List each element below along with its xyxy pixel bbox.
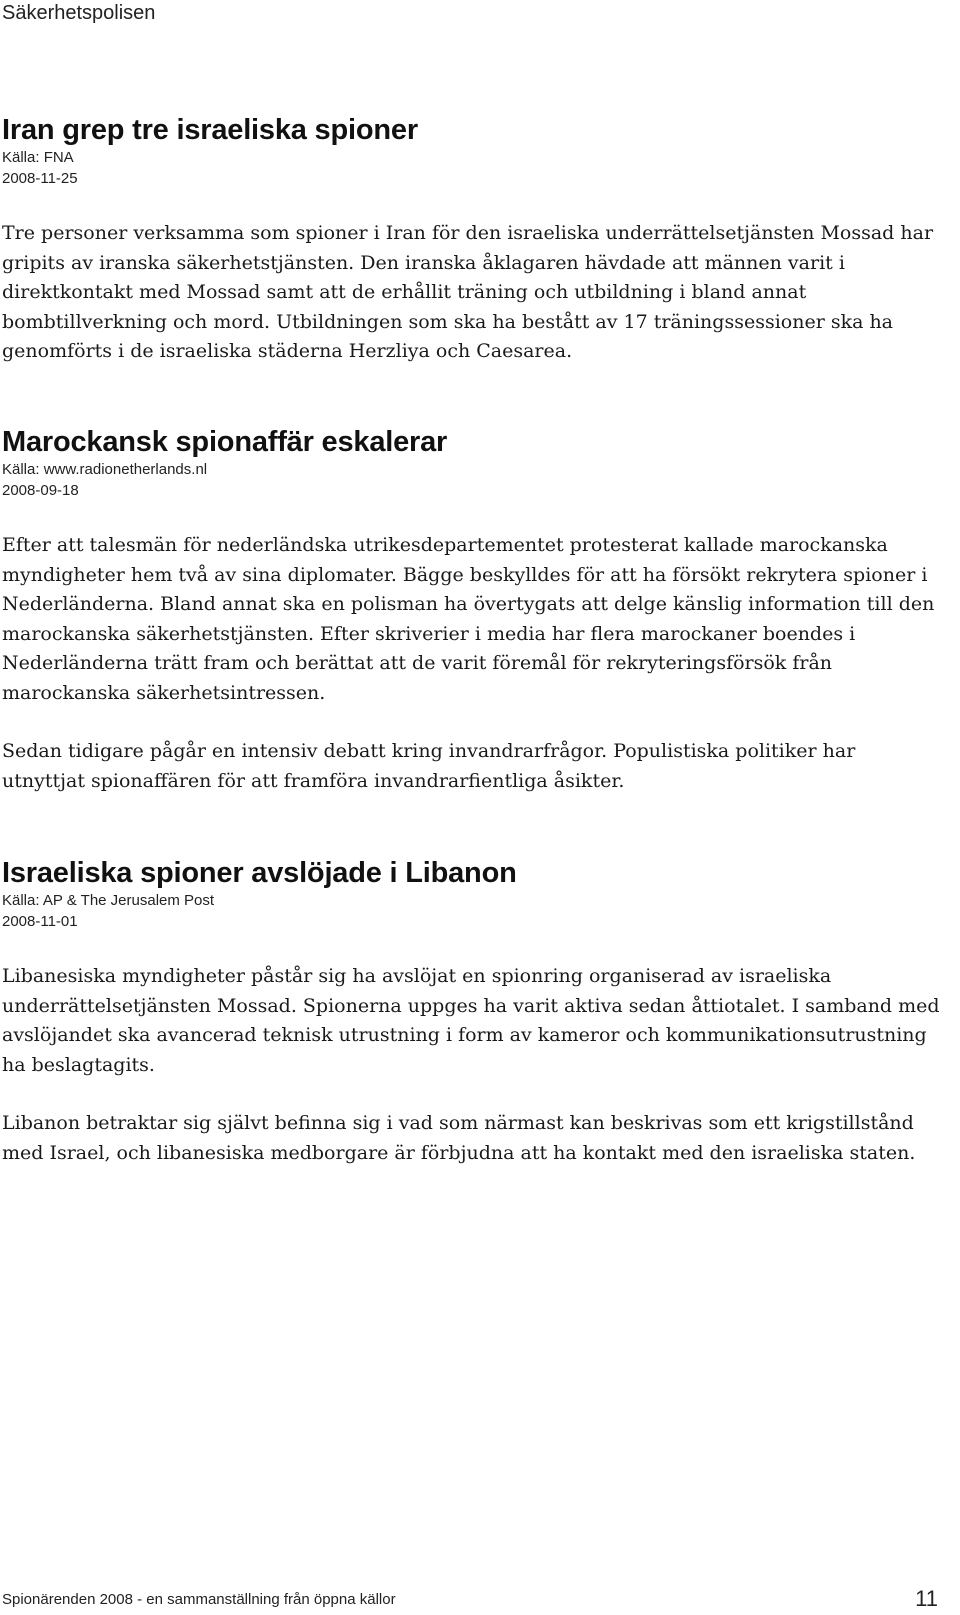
- article-title: Israeliska spioner avslöjade i Libanon: [2, 857, 517, 889]
- article-morocco: [2, 425, 942, 796]
- article-source: Källa: FNA: [2, 149, 74, 166]
- article-paragraph: Libanesiska myndigheter påstår sig ha avslöjat en spionring organiserad av israeliska underrättelsetjänsten Mossad. Spionerna uppges ha varit aktiva sedan åttiotalet. I samband med avslöjandet ska avancerad teknisk utrustning i form av kameror och kommunikationsutrustning ha beslagtagits.: [2, 965, 940, 1076]
- article-date: 2008-11-01: [2, 913, 78, 930]
- article-paragraph: Efter att talesmän för nederländska utrikesdepartementet protesterat kallade marockanska myndigheter hem två av sina diplomater. Bägge beskylldes för att ha försökt rekrytera spioner i Nederländerna. Bland annat ska en polisman ha övertygats att delge känslig information till den marockanska säkerhetstjänsten. Efter skriverier i media har flera marockaner boendes i Nederländerna trätt fram och berättat att de varit föremål för rekryteringsförsök från marockanska säkerhetsintressen.: [2, 534, 935, 704]
- page-number: 11: [915, 1586, 938, 1611]
- article-source: Källa: www.radionetherlands.nl: [2, 461, 208, 478]
- article-paragraph: Sedan tidigare pågår en intensiv debatt kring invandrarfrågor. Populistiska politiker har utnyttjat spionaffären för att framföra invandrarfientliga åsikter.: [2, 740, 856, 792]
- running-header: Säkerhetspolisen: [2, 2, 156, 24]
- footer-publication: Spionärenden 2008 - en sammanställning från öppna källor: [2, 1591, 396, 1608]
- article-date: 2008-11-25: [2, 170, 78, 187]
- article-iran: [2, 113, 942, 367]
- article-date: 2008-09-18: [2, 482, 79, 499]
- article-source: Källa: AP & The Jerusalem Post: [2, 892, 215, 909]
- article-title: Marockansk spionaffär eskalerar: [2, 426, 448, 458]
- article-paragraph: Tre personer verksamma som spioner i Iran för den israeliska underrättelsetjänsten Mossad har gripits av iranska säkerhetstjänsten. Den iranska åklagaren hävdade att männen varit i direktkontakt med Mossad samt att de erhållit träning och utbildning i bland annat bombtillverkning och mord. Utbildningen som ska ha bestått av 17 träningssessioner ska ha genomförts i de israeliska städerna Herzliya och Caesarea.: [2, 222, 934, 362]
- article-lebanon: [2, 856, 942, 1168]
- article-paragraph: Libanon betraktar sig självt befinna sig i vad som närmast kan beskrivas som ett krigstillstånd med Israel, och libanesiska medborgare är förbjudna att ha kontakt med den israeliska staten.: [2, 1112, 916, 1164]
- article-title: Iran grep tre israeliska spioner: [2, 114, 418, 146]
